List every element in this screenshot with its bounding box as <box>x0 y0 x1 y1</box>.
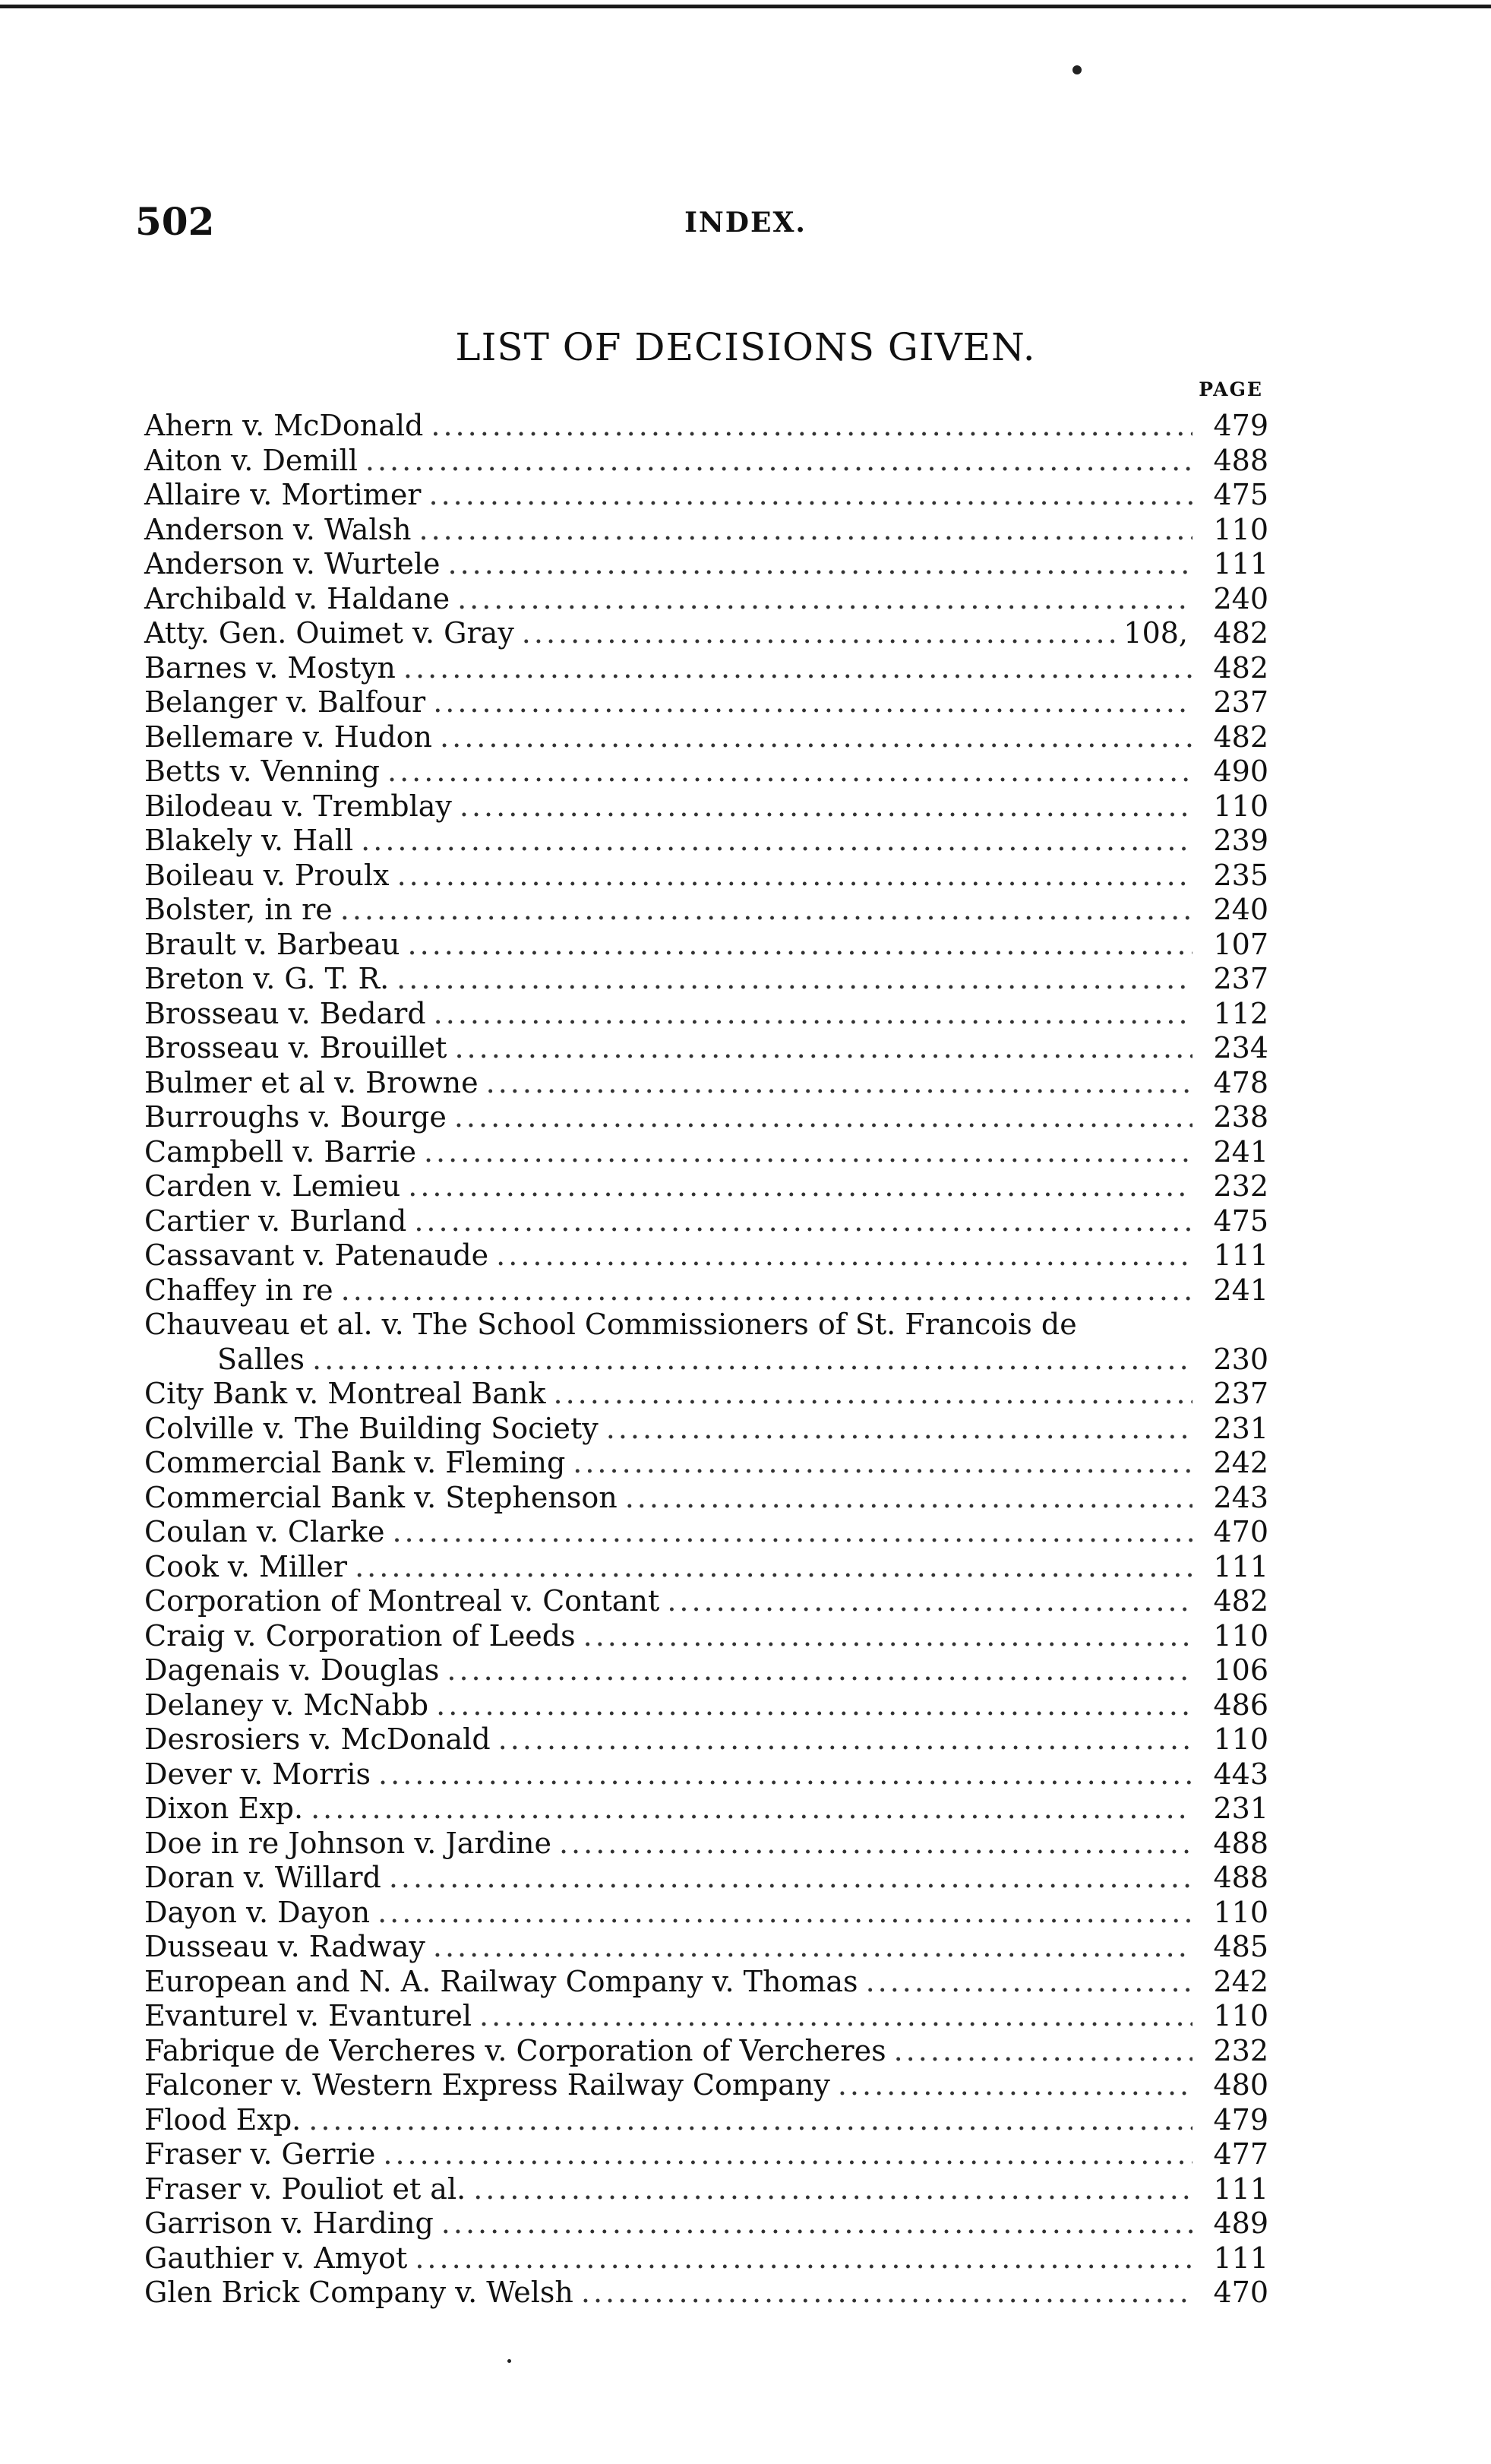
dot-leader <box>441 2206 1192 2241</box>
page-ref: 110 <box>1213 1722 1268 1756</box>
case-name: Glen Brick Company v. Welsh <box>144 2276 573 2309</box>
dot-leader <box>428 478 1192 513</box>
dot-leader <box>460 789 1192 824</box>
case-name: Dagenais v. Douglas <box>144 1653 440 1687</box>
dot-leader <box>522 616 1123 651</box>
dot-leader <box>625 1481 1192 1516</box>
case-name: Colville v. The Building Society <box>144 1411 599 1445</box>
case-name: Chauveau et al. v. The School Commissioners of St. Francois de <box>144 1308 1077 1341</box>
case-name: Allaire v. Mortimer <box>144 478 422 511</box>
case-name: Dayon v. Dayon <box>144 1895 371 1929</box>
dot-leader <box>473 2172 1192 2207</box>
dot-leader <box>408 1169 1192 1204</box>
list-item <box>144 962 1268 997</box>
list-item <box>144 1999 1268 2034</box>
page-ref: 111 <box>1213 1238 1268 1272</box>
list-item <box>144 1653 1268 1688</box>
dot-leader <box>377 1896 1192 1931</box>
list-item <box>144 1204 1268 1239</box>
case-name: Delaney v. McNabb <box>144 1687 429 1722</box>
list-item <box>144 928 1268 963</box>
scan-speck <box>1072 65 1082 74</box>
dot-leader <box>553 1377 1192 1412</box>
list-item <box>144 651 1268 686</box>
dot-leader <box>414 1204 1192 1239</box>
dot-leader <box>667 1584 1192 1619</box>
list-item <box>144 582 1268 617</box>
case-name: Brosseau v. Brouillet <box>144 1031 447 1064</box>
case-name: Dever v. Morris <box>144 1757 371 1791</box>
case-name-continued: Salles <box>217 1342 305 1376</box>
list-item <box>144 1446 1268 1481</box>
running-head: INDEX. <box>684 207 807 239</box>
case-name: Campbell v. Barrie <box>144 1134 416 1169</box>
case-name: Cartier v. Burland <box>144 1204 407 1238</box>
list-item <box>144 859 1268 894</box>
list-item <box>144 1412 1268 1447</box>
list-item <box>144 1135 1268 1170</box>
page-ref: 479 <box>1213 2102 1268 2137</box>
list-item <box>144 789 1268 824</box>
page-ref: 475 <box>1213 478 1268 511</box>
page-ref: 486 <box>1213 1687 1268 1722</box>
page-ref: 240 <box>1213 893 1268 926</box>
case-name: Fraser v. Pouliot et al. <box>144 2171 466 2206</box>
dot-leader <box>434 997 1192 1032</box>
list-item <box>144 893 1268 928</box>
list-item <box>144 1584 1268 1619</box>
list-item <box>144 1169 1268 1204</box>
dot-leader <box>308 2103 1192 2138</box>
list-item <box>144 616 1268 651</box>
list-item <box>144 2172 1268 2207</box>
case-name: Fabrique de Vercheres v. Corporation of Vercheres <box>144 2033 886 2067</box>
case-name: Cook v. Miller <box>144 1549 348 1583</box>
case-name: Bolster, in re <box>144 893 333 926</box>
page-ref: 475 <box>1213 1204 1268 1238</box>
case-name: Carden v. Lemieu <box>144 1169 401 1203</box>
case-name: Doe in re Johnson v. Jardine <box>144 1826 551 1860</box>
list-item <box>144 2276 1268 2311</box>
list-item <box>144 513 1268 548</box>
list-item <box>144 754 1268 789</box>
dot-leader <box>312 1343 1192 1377</box>
dot-leader <box>403 651 1192 686</box>
dot-leader <box>581 2276 1192 2311</box>
dot-leader <box>361 824 1192 859</box>
case-name: Barnes v. Mostyn <box>144 650 396 685</box>
page-ref: 107 <box>1213 927 1268 961</box>
page-number: 502 <box>135 199 215 244</box>
case-name: Dusseau v. Radway <box>144 1930 425 1963</box>
page-ref: 110 <box>1213 1999 1268 2032</box>
list-item <box>144 1238 1268 1273</box>
case-name: Betts v. Venning <box>144 754 380 788</box>
dot-leader <box>894 2034 1192 2069</box>
page-ref: 110 <box>1213 1618 1268 1653</box>
case-name: Garrison v. Harding <box>144 2206 434 2240</box>
case-name: Desrosiers v. McDonald <box>144 1722 491 1756</box>
list-item <box>144 1861 1268 1896</box>
case-name: Ahern v. McDonald <box>144 409 424 442</box>
dot-leader <box>573 1446 1192 1481</box>
dot-leader <box>454 1100 1192 1135</box>
dot-leader <box>355 1550 1192 1585</box>
case-name: European and N. A. Railway Company v. Thomas <box>144 1964 858 1998</box>
list-item <box>144 2034 1268 2069</box>
list-item <box>144 1792 1268 1827</box>
page-ref: 111 <box>1213 1549 1268 1583</box>
case-name: Anderson v. Wurtele <box>144 547 441 580</box>
list-item <box>144 547 1268 582</box>
list-item <box>144 1757 1268 1792</box>
case-name: Commercial Bank v. Stephenson <box>144 1480 618 1514</box>
case-name: Craig v. Corporation of Leeds <box>144 1618 576 1653</box>
page-ref: 235 <box>1213 858 1268 892</box>
page-ref: 488 <box>1213 1861 1268 1894</box>
list-title: LIST OF DECISIONS GIVEN. <box>455 325 1036 369</box>
case-name: Flood Exp. <box>144 2102 302 2137</box>
list-item <box>144 2137 1268 2172</box>
case-name: Dixon Exp. <box>144 1792 304 1825</box>
page-ref: 480 <box>1213 2068 1268 2102</box>
page-ref: 238 <box>1213 1100 1268 1134</box>
dot-leader <box>440 720 1192 755</box>
list-item <box>144 1100 1268 1135</box>
dot-leader <box>457 582 1192 617</box>
list-item <box>144 1273 1268 1308</box>
dot-leader <box>383 2137 1192 2172</box>
page-ref: 110 <box>1213 789 1268 823</box>
list-item <box>144 1827 1268 1861</box>
page-ref: 482 <box>1213 1584 1268 1618</box>
dot-leader <box>838 2068 1192 2103</box>
page-ref: 230 <box>1213 1342 1268 1376</box>
case-name: Corporation of Montreal v. Contant <box>144 1584 660 1618</box>
page-ref: 110 <box>1213 512 1268 546</box>
case-name: Commercial Bank v. Fleming <box>144 1446 566 1479</box>
list-item <box>144 2241 1268 2276</box>
case-name: Brault v. Barbeau <box>144 927 400 961</box>
dot-leader <box>486 1066 1192 1101</box>
dot-leader <box>365 444 1192 479</box>
page-ref: 490 <box>1213 754 1268 788</box>
dot-leader <box>340 893 1192 928</box>
dot-leader <box>389 1861 1192 1896</box>
page-ref: 242 <box>1213 1964 1268 1998</box>
case-name: Falconer v. Western Express Railway Company <box>144 2068 830 2102</box>
page-ref-additional: 108, <box>1123 616 1188 650</box>
list-item <box>144 1031 1268 1066</box>
list-item <box>144 1308 1268 1377</box>
case-name: Brosseau v. Bedard <box>144 996 426 1030</box>
page-ref: 232 <box>1213 1169 1268 1203</box>
page-ref: 111 <box>1213 547 1268 580</box>
dot-leader <box>498 1722 1192 1757</box>
case-name: Bellemare v. Hudon <box>144 720 433 754</box>
scan-speck <box>507 2359 511 2363</box>
top-rule <box>0 5 1491 8</box>
case-name: Boileau v. Proulx <box>144 858 390 892</box>
list-item <box>144 2206 1268 2241</box>
page-ref: 232 <box>1213 2033 1268 2067</box>
dot-leader <box>311 1792 1192 1827</box>
page-ref: 237 <box>1213 685 1268 719</box>
case-name: Aiton v. Demill <box>144 443 358 477</box>
dot-leader <box>454 1031 1192 1066</box>
page-ref: 239 <box>1213 824 1268 857</box>
dot-leader <box>496 1238 1192 1273</box>
list-item <box>144 2068 1268 2103</box>
list-item <box>144 1550 1268 1585</box>
page-ref: 482 <box>1213 616 1268 650</box>
dot-leader <box>392 1515 1192 1550</box>
dot-leader <box>341 1273 1192 1308</box>
list-item <box>144 1722 1268 1757</box>
dot-leader <box>448 547 1193 582</box>
list-item <box>144 720 1268 755</box>
dot-leader <box>479 1999 1192 2034</box>
decision-list <box>144 409 1268 2311</box>
page-ref: 241 <box>1213 1273 1268 1307</box>
list-item <box>144 1515 1268 1550</box>
page-ref: 489 <box>1213 2206 1268 2240</box>
page-ref: 477 <box>1213 2137 1268 2171</box>
page-ref: 242 <box>1213 1446 1268 1479</box>
page-ref: 478 <box>1213 1065 1268 1099</box>
list-item <box>144 1481 1268 1516</box>
page-ref: 111 <box>1213 2171 1268 2206</box>
page-ref: 241 <box>1213 1134 1268 1169</box>
dot-leader <box>415 2241 1192 2276</box>
case-name: Burroughs v. Bourge <box>144 1100 447 1134</box>
case-name: Breton v. G. T. R. <box>144 962 390 995</box>
case-name: Anderson v. Walsh <box>144 512 412 546</box>
list-item <box>144 2103 1268 2138</box>
case-name: Archibald v. Haldane <box>144 581 450 615</box>
case-name: Atty. Gen. Ouimet v. Gray <box>144 616 514 650</box>
dot-leader <box>606 1412 1192 1447</box>
dot-leader <box>397 859 1192 894</box>
dot-leader <box>433 1930 1192 1965</box>
page-ref: 243 <box>1213 1480 1268 1514</box>
dot-leader <box>436 1688 1192 1723</box>
case-name: Evanturel v. Evanturel <box>144 1999 472 2032</box>
case-name: Coulan v. Clarke <box>144 1515 385 1548</box>
page-ref: 488 <box>1213 1826 1268 1860</box>
page-ref: 470 <box>1213 1515 1268 1548</box>
dot-leader <box>396 962 1192 997</box>
list-item <box>144 409 1268 444</box>
dot-leader <box>431 409 1192 444</box>
case-name: Bilodeau v. Tremblay <box>144 789 452 823</box>
list-item <box>144 1066 1268 1101</box>
list-item <box>144 444 1268 479</box>
page-ref: 110 <box>1213 1895 1268 1929</box>
page-ref: 240 <box>1213 581 1268 615</box>
page-ref: 237 <box>1213 1377 1268 1410</box>
list-item <box>144 1619 1268 1654</box>
case-name: Belanger v. Balfour <box>144 685 426 719</box>
page-ref: 482 <box>1213 650 1268 685</box>
page-ref: 106 <box>1213 1653 1268 1687</box>
list-item <box>144 685 1268 720</box>
dot-leader <box>447 1653 1192 1688</box>
list-item <box>144 1896 1268 1931</box>
dot-leader <box>433 685 1192 720</box>
page-ref: 443 <box>1213 1757 1268 1791</box>
list-item <box>144 1688 1268 1723</box>
list-item <box>144 824 1268 859</box>
dot-leader <box>378 1757 1192 1792</box>
list-item <box>144 1965 1268 2000</box>
page-ref: 479 <box>1213 409 1268 442</box>
case-name: Cassavant v. Patenaude <box>144 1238 489 1272</box>
page-ref: 470 <box>1213 2276 1268 2309</box>
page-column-label: PAGE <box>1199 378 1263 400</box>
case-name: Gauthier v. Amyot <box>144 2241 408 2275</box>
case-name: Fraser v. Gerrie <box>144 2137 376 2171</box>
dot-leader <box>424 1135 1192 1170</box>
dot-leader <box>387 754 1192 789</box>
list-item <box>144 997 1268 1032</box>
case-name: Blakely v. Hall <box>144 824 354 857</box>
page-ref: 231 <box>1213 1411 1268 1445</box>
dot-leader <box>866 1965 1192 2000</box>
case-name: Bulmer et al v. Browne <box>144 1065 479 1099</box>
page-ref: 231 <box>1213 1792 1268 1825</box>
list-item <box>144 1930 1268 1965</box>
dot-leader <box>559 1827 1192 1861</box>
case-name: City Bank v. Montreal Bank <box>144 1377 546 1410</box>
list-item <box>144 478 1268 513</box>
page-ref: 482 <box>1213 720 1268 754</box>
dot-leader <box>408 928 1192 963</box>
case-name: Doran v. Willard <box>144 1861 381 1894</box>
page-ref: 237 <box>1213 962 1268 995</box>
dot-leader <box>583 1619 1192 1654</box>
page-ref: 234 <box>1213 1031 1268 1064</box>
page-ref: 485 <box>1213 1930 1268 1963</box>
page-ref: 111 <box>1213 2241 1268 2275</box>
list-item <box>144 1377 1268 1412</box>
page-ref: 488 <box>1213 443 1268 477</box>
dot-leader <box>419 513 1192 548</box>
case-name: Chaffey in re <box>144 1273 333 1307</box>
page-ref: 112 <box>1213 996 1268 1030</box>
